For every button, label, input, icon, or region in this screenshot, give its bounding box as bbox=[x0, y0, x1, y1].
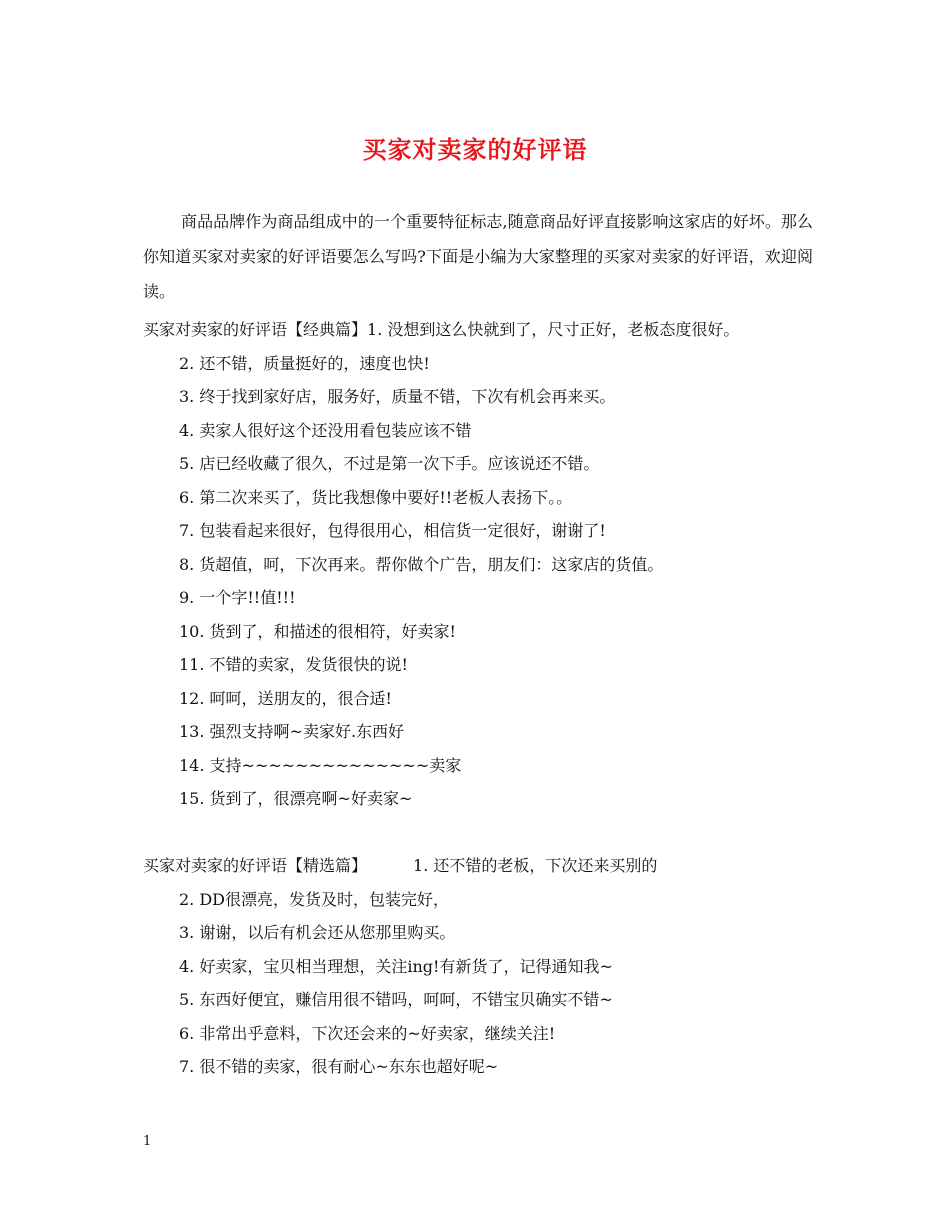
list-item: 4. 好卖家，宝贝相当理想，关注ing!有新货了，记得通知我~ bbox=[179, 956, 613, 976]
section-selected-head-line bbox=[143, 849, 813, 883]
list-item: 6. 第二次来买了，货比我想像中要好!!老板人表扬下。。 bbox=[179, 487, 573, 507]
section-selected bbox=[143, 849, 813, 1084]
list-item: 7. 很不错的卖家，很有耐心~东东也超好呢~ bbox=[179, 1057, 499, 1076]
section-selected-heading: 买家对卖家的好评语【精选篇】 bbox=[143, 856, 368, 875]
section-classic-heading: 买家对卖家的好评语【经典篇】 bbox=[143, 320, 368, 339]
section-classic bbox=[143, 313, 813, 816]
list-item: 5. 东西好便宜，赚信用很不错吗，呵呵，不错宝贝确实不错~ bbox=[179, 990, 613, 1009]
list-item: 10. 货到了，和描述的很相符，好卖家! bbox=[179, 621, 456, 641]
section-classic-head-line bbox=[143, 313, 813, 347]
list-item: 8. 货超值，呵，下次再来。帮你做个广告，朋友们：这家店的货值。 bbox=[179, 554, 664, 574]
intro-paragraph: 商品品牌作为商品组成中的一个重要特征标志,随意商品好评直接影响这家店的好坏。那么你知道买家对卖家的好评语要怎么写吗?下面是小编为大家整理的买家对卖家的好评语，欢迎阅读。 bbox=[143, 212, 813, 301]
list-item: 6. 非常出乎意料，下次还会来的~好卖家，继续关注! bbox=[179, 1023, 556, 1043]
list-item: 15. 货到了，很漂亮啊~好卖家~ bbox=[179, 789, 413, 808]
section-classic-item-1: 1. 没想到这么快就到了，尺寸正好，老板态度很好。 bbox=[367, 320, 740, 339]
list-item: 11. 不错的卖家，发货很快的说! bbox=[179, 655, 408, 674]
list-item: 5. 店已经收藏了很久，不过是第一次下手。应该说还不错。 bbox=[179, 454, 600, 473]
list-item: 2. DD很漂亮，发货及时，包装完好， bbox=[179, 889, 450, 909]
list-item: 3. 谢谢，以后有机会还从您那里购买。 bbox=[179, 923, 456, 942]
section-selected-item-1: 1. 还不错的老板，下次还来买别的 bbox=[413, 856, 658, 875]
list-item: 14. 支持~~~~~~~~~~~~~~卖家 bbox=[179, 755, 462, 775]
list-item: 4. 卖家人很好这个还没用看包装应该不错 bbox=[179, 420, 472, 440]
list-item: 9. 一个字!!值!!! bbox=[179, 588, 296, 607]
page-number: 1 bbox=[143, 1134, 152, 1149]
list-item: 3. 终于找到家好店，服务好，质量不错，下次有机会再来买。 bbox=[179, 387, 616, 406]
list-item: 2. 还不错，质量挺好的，速度也快! bbox=[179, 353, 430, 373]
document-title: 买家对卖家的好评语 bbox=[362, 135, 588, 164]
list-item: 13. 强烈支持啊~卖家好.东西好 bbox=[179, 722, 405, 741]
list-item: 12. 呵呵，送朋友的，很合适! bbox=[179, 688, 392, 708]
list-item: 7. 包装看起来很好，包得很用心，相信货一定很好，谢谢了! bbox=[179, 521, 606, 540]
